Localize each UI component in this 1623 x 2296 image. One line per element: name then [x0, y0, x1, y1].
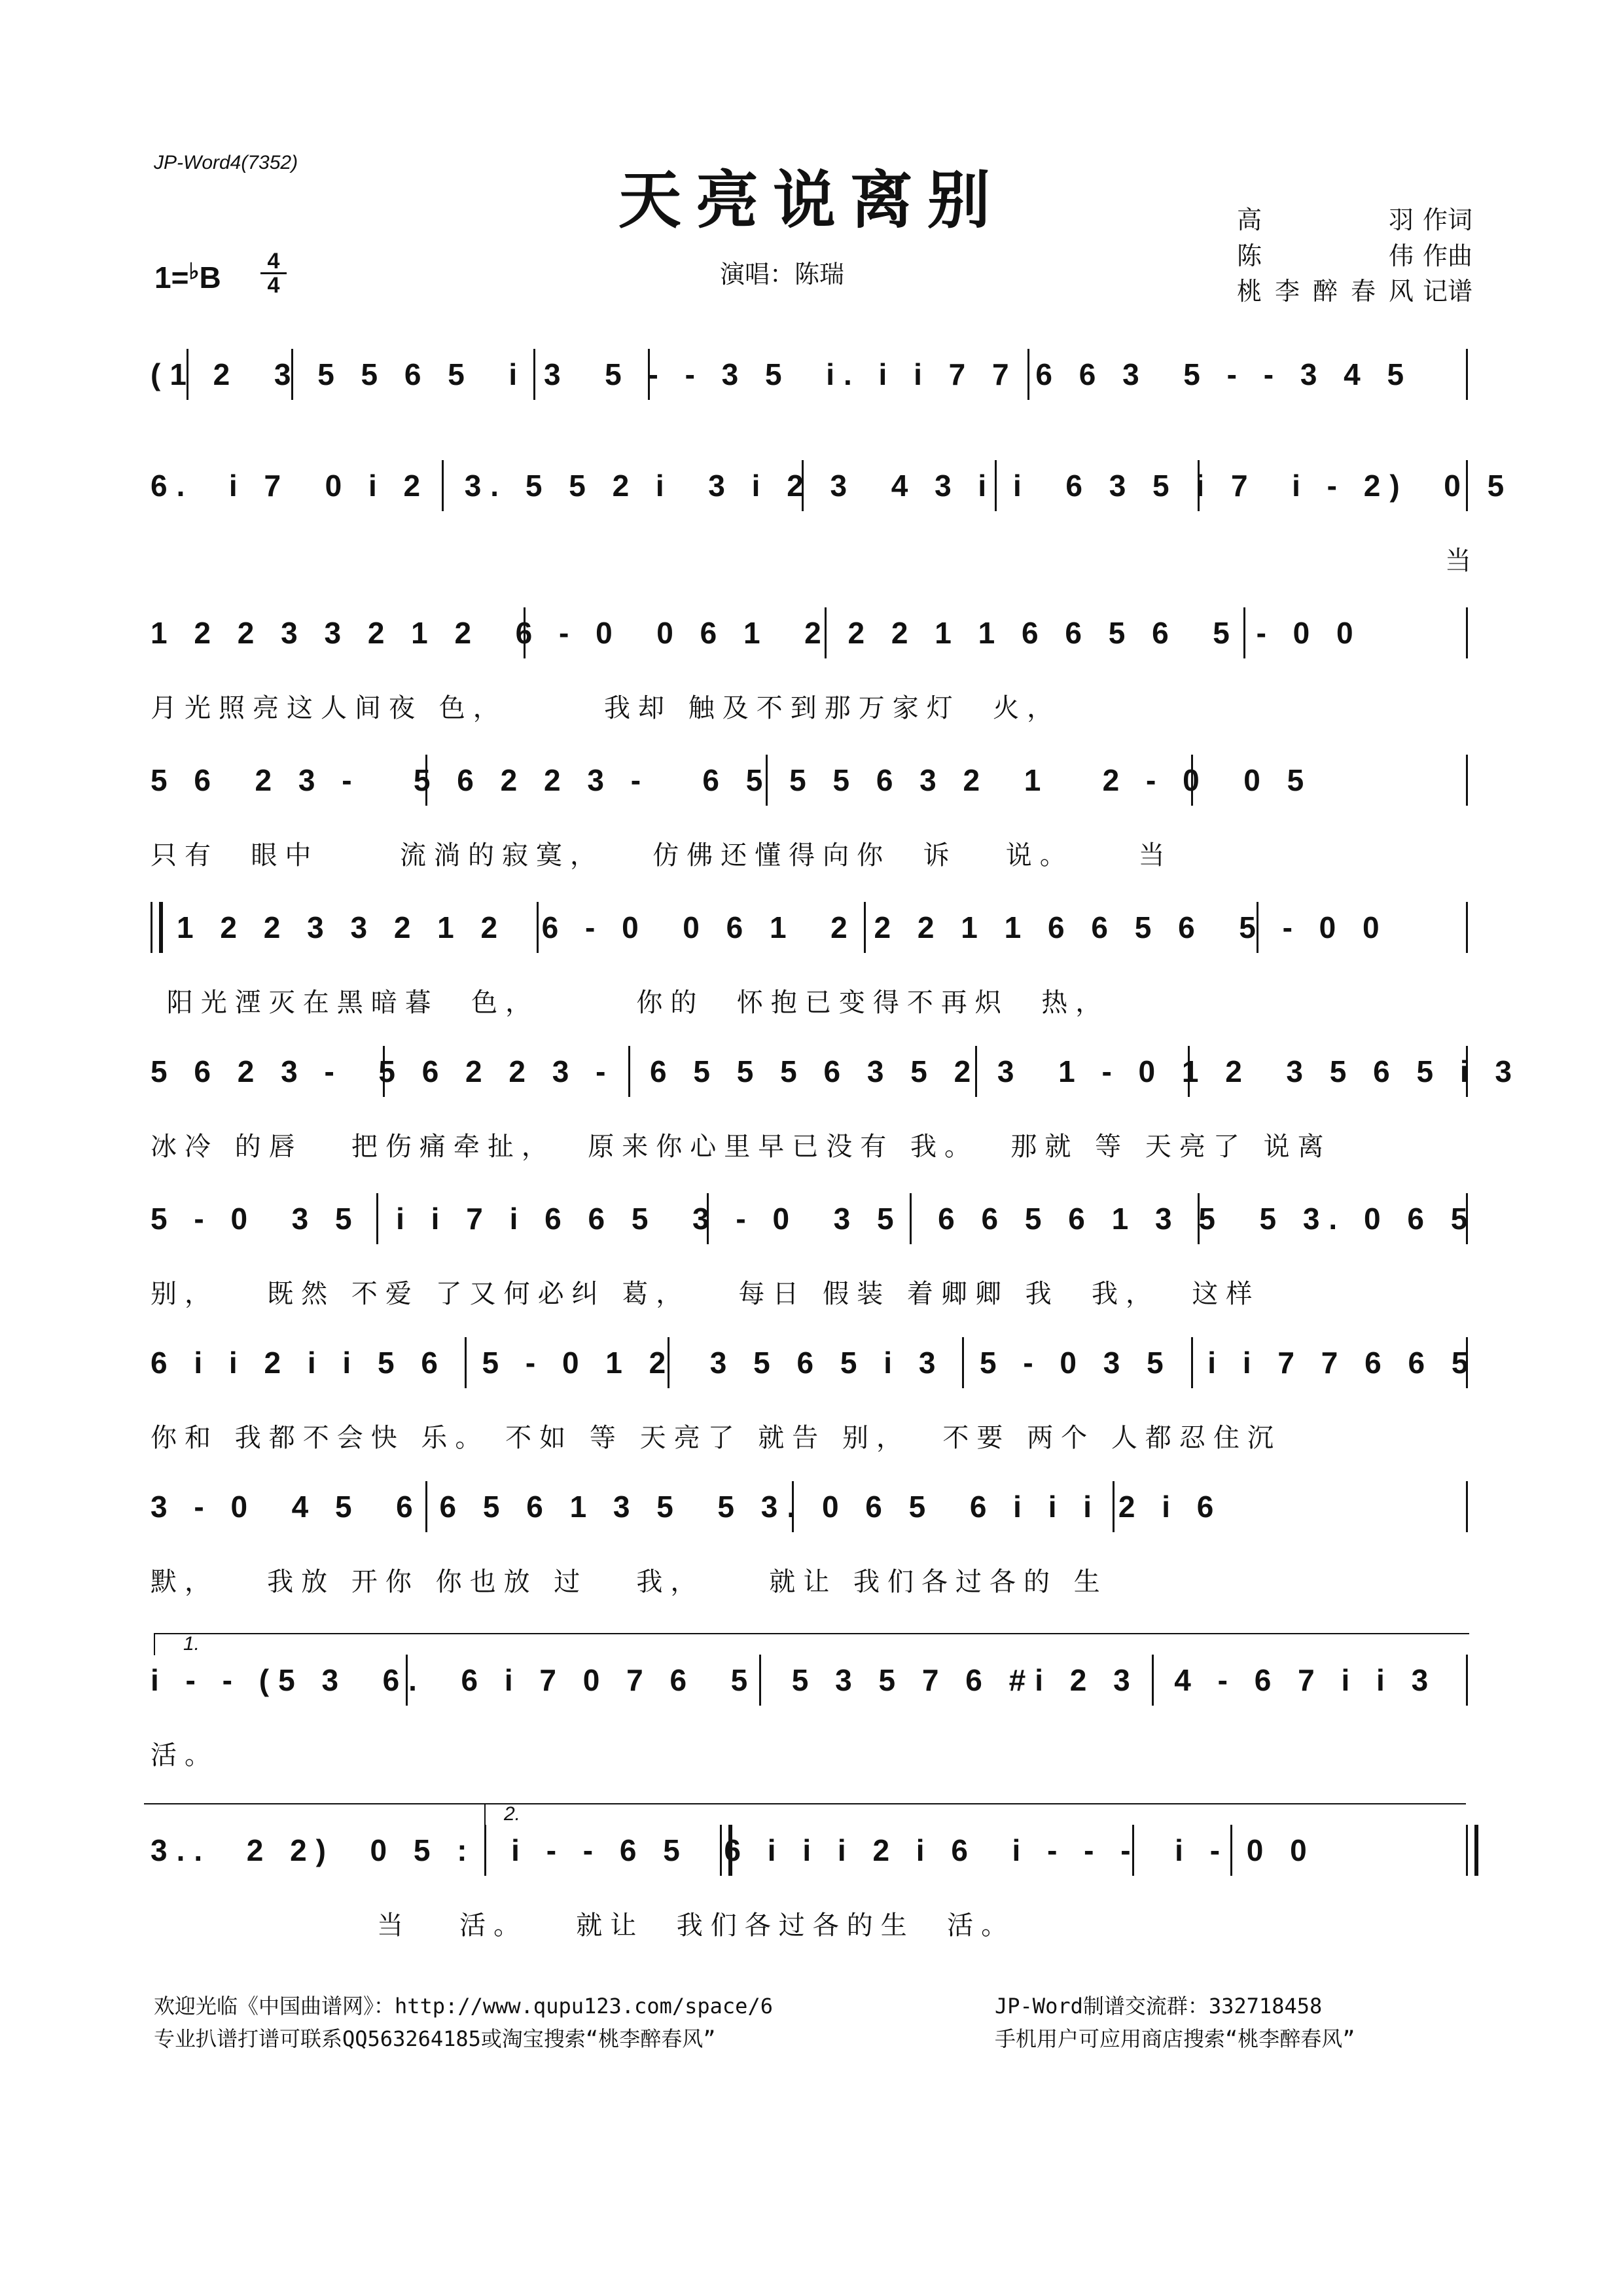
barline: [802, 460, 804, 511]
volta-number: 2.: [504, 1803, 521, 1825]
barline: [1466, 607, 1468, 658]
note-row: i - - (5 3 6. 6 i 7 0 7 6 5 5 3 5 7 6 #i 2 3 4 - 6 7 i i 3: [151, 1663, 1438, 1697]
barline: [1113, 1481, 1115, 1532]
score-line: [151, 1803, 1479, 1944]
barline: [668, 1337, 669, 1388]
barline: [1198, 1193, 1200, 1244]
barline: [1230, 1825, 1232, 1876]
score-line: [151, 468, 1514, 579]
barline: [1198, 460, 1200, 511]
barline: [759, 1655, 761, 1706]
score-line: [151, 1201, 1479, 1312]
lyric-row: 当: [1445, 546, 1479, 576]
barline: [425, 755, 427, 806]
barline: [291, 349, 293, 400]
barline: [995, 460, 997, 511]
score-line: [151, 1489, 1479, 1600]
song-title: 天亮说离别: [618, 163, 1005, 237]
barline: [1466, 902, 1468, 953]
barline: [1466, 1655, 1468, 1706]
barline: [1243, 607, 1245, 658]
score-line: [151, 1633, 1479, 1774]
barline: [1152, 1655, 1154, 1706]
note-row: 3 - 0 4 5 6 6 5 6 1 3 5 5 3. 0 6 5 6 i i i 2 i 6: [151, 1490, 1223, 1524]
flat-sign-icon: ♭: [188, 259, 200, 284]
barline: [465, 1337, 467, 1388]
barline: [910, 1193, 912, 1244]
barline: [1466, 1046, 1468, 1097]
volta-bracket: [154, 1633, 1469, 1634]
barline: [1466, 460, 1468, 511]
volta-bracket: [484, 1803, 1466, 1804]
key-prefix: 1=: [154, 260, 189, 295]
barline: [766, 755, 768, 806]
barline: [376, 1193, 378, 1244]
credit-transcriber: [1237, 271, 1472, 307]
barline: [648, 349, 650, 400]
barline: [1466, 755, 1468, 806]
barline: [533, 349, 535, 400]
footer-website: 欢迎光临《中国曲谱网》：http://www.qupu123.com/space/6: [154, 1994, 773, 2018]
score-line: [151, 1345, 1479, 1456]
barline: [825, 607, 827, 658]
score-line: [151, 1054, 1522, 1165]
barline: [1027, 349, 1029, 400]
lyric-row: 别， 既然 不爱 了又何必纠 葛， 每日 假装 着卿卿 我 我， 这样: [151, 1279, 1260, 1309]
credit-name: 高羽: [1237, 206, 1414, 234]
barline: [1132, 1825, 1134, 1876]
lyric-row: 月光照亮这人间夜 色， 我却 触及不到那万家灯 火，: [151, 693, 1061, 723]
footer-group: JP-Word制谱交流群：332718458: [995, 1994, 1323, 2018]
barline: [864, 902, 866, 953]
barline: [187, 349, 188, 400]
repeat-barline: [151, 902, 163, 953]
barline: [484, 1825, 486, 1876]
note-row: 1 2 2 3 3 2 1 2 6 - 0 0 6 1 2 2 2 1 1 6 6 5 6 5 - 0 0: [177, 910, 1389, 944]
time-signature: [260, 250, 287, 296]
key-note: B: [199, 260, 221, 295]
time-divider: 4: [260, 272, 287, 296]
note-row: (1 2 3 5 5 6 5 i 3 5 - - 3 5 i. i i 7 7 6 6 3 5 - - 3 4 5: [151, 357, 1414, 391]
lyric-row: 默， 我放 开你 你也放 过 我， 就让 我们各过各的 生: [151, 1567, 1108, 1597]
lyric-row: 当 活。 就让 我们各过各的生 活。: [151, 1910, 1016, 1941]
barline: [1466, 1481, 1468, 1532]
barline: [707, 1193, 709, 1244]
note-row: 5 6 2 3 - 5 6 2 2 3 - 6 5 5 5 6 3 5 2 3 1 - 0 1 2 3 5 6 5 i 3: [151, 1054, 1522, 1088]
barline: [1466, 1337, 1468, 1388]
credit-name: 陈伟: [1237, 242, 1414, 270]
credit-role: 作曲: [1423, 242, 1473, 270]
repeat-barline: [720, 1825, 732, 1876]
note-row: 1 2 2 3 3 2 1 2 6 - 0 0 6 1 2 2 2 1 1 6 6 5 6 5 - 0 0: [151, 616, 1363, 650]
barline: [425, 1481, 427, 1532]
credit-name: 桃李醉春风: [1237, 277, 1414, 306]
singer-label: 演唱：陈瑞: [720, 260, 845, 289]
barline: [1188, 1046, 1190, 1097]
volta-number: 1.: [183, 1633, 200, 1655]
credit-role: 记谱: [1423, 277, 1473, 306]
barline: [1191, 1337, 1193, 1388]
time-numerator: 4: [267, 249, 280, 274]
credit-composer: [1237, 236, 1472, 272]
credit-lyricist: [1237, 200, 1472, 236]
footer-contact: 专业扒谱打谱可联系QQ563264185或淘宝搜索“桃李醉春风”: [154, 2026, 716, 2051]
note-row: 5 - 0 3 5 i i 7 i 6 6 5 3 - 0 3 5 6 6 5 6 1 3 5 5 3. 0 6 5: [151, 1202, 1477, 1236]
barline: [1466, 349, 1468, 400]
note-row: 6. i 7 0 i 2 3. 5 5 2 i 3 i 2 3 4 3 i i 6 3 5 i 7 i - 2) 0 5: [151, 469, 1514, 503]
software-label: JP-Word4(7352): [154, 152, 298, 173]
barline: [383, 1046, 385, 1097]
barline: [537, 902, 539, 953]
volta-bracket: [144, 1803, 484, 1804]
barline: [628, 1046, 630, 1097]
barline: [406, 1655, 408, 1706]
barline: [1257, 902, 1258, 953]
volta-tick: [484, 1803, 486, 1825]
score-line: [151, 762, 1479, 874]
barline: [792, 1481, 794, 1532]
lyric-row: 你和 我都不会快 乐。 不如 等 天亮了 就告 别， 不要 两个 人都忍住沉: [151, 1423, 1281, 1453]
barline: [1191, 755, 1193, 806]
note-row: 6 i i 2 i i 5 6 5 - 0 1 2 3 5 6 5 i 3 5 - 0 3 5 i i 7 7 6 6 5: [151, 1346, 1478, 1380]
credit-role: 作词: [1423, 206, 1473, 234]
barline: [524, 607, 526, 658]
footer-app: 手机用户可应用商店搜索“桃李醉春风”: [995, 2026, 1355, 2051]
barline: [1466, 1193, 1468, 1244]
lyric-row: 活。: [151, 1740, 219, 1770]
lyric-row: 阳光湮灭在黑暗暮 色， 你的 怀抱已变得不再炽 热，: [151, 988, 1110, 1018]
barline: [962, 1337, 964, 1388]
note-row: 5 6 2 3 - 5 6 2 2 3 - 6 5 5 5 6 3 2 1 2 - 0 0 5: [151, 763, 1313, 797]
lyric-row: 冰冷 的唇 把伤痛牵扯， 原来你心里早已没有 我。 那就 等 天亮了 说离: [151, 1132, 1332, 1162]
barline: [975, 1046, 977, 1097]
score-line: [151, 910, 1479, 1021]
barline: [442, 460, 444, 511]
score-line: [151, 357, 1479, 468]
repeat-barline: [1466, 1825, 1478, 1876]
score-line: [151, 615, 1479, 726]
key-signature: [154, 259, 221, 295]
note-row: 3.. 2 2) 0 5 : i - - 6 5 6 i i i 2 i 6 i - - - i - 0 0: [151, 1833, 1316, 1867]
lyric-row: 只有 眼中 流淌的寂寞， 仿佛还懂得向你 诉 说。 当: [151, 840, 1173, 870]
volta-tick: [154, 1633, 155, 1655]
